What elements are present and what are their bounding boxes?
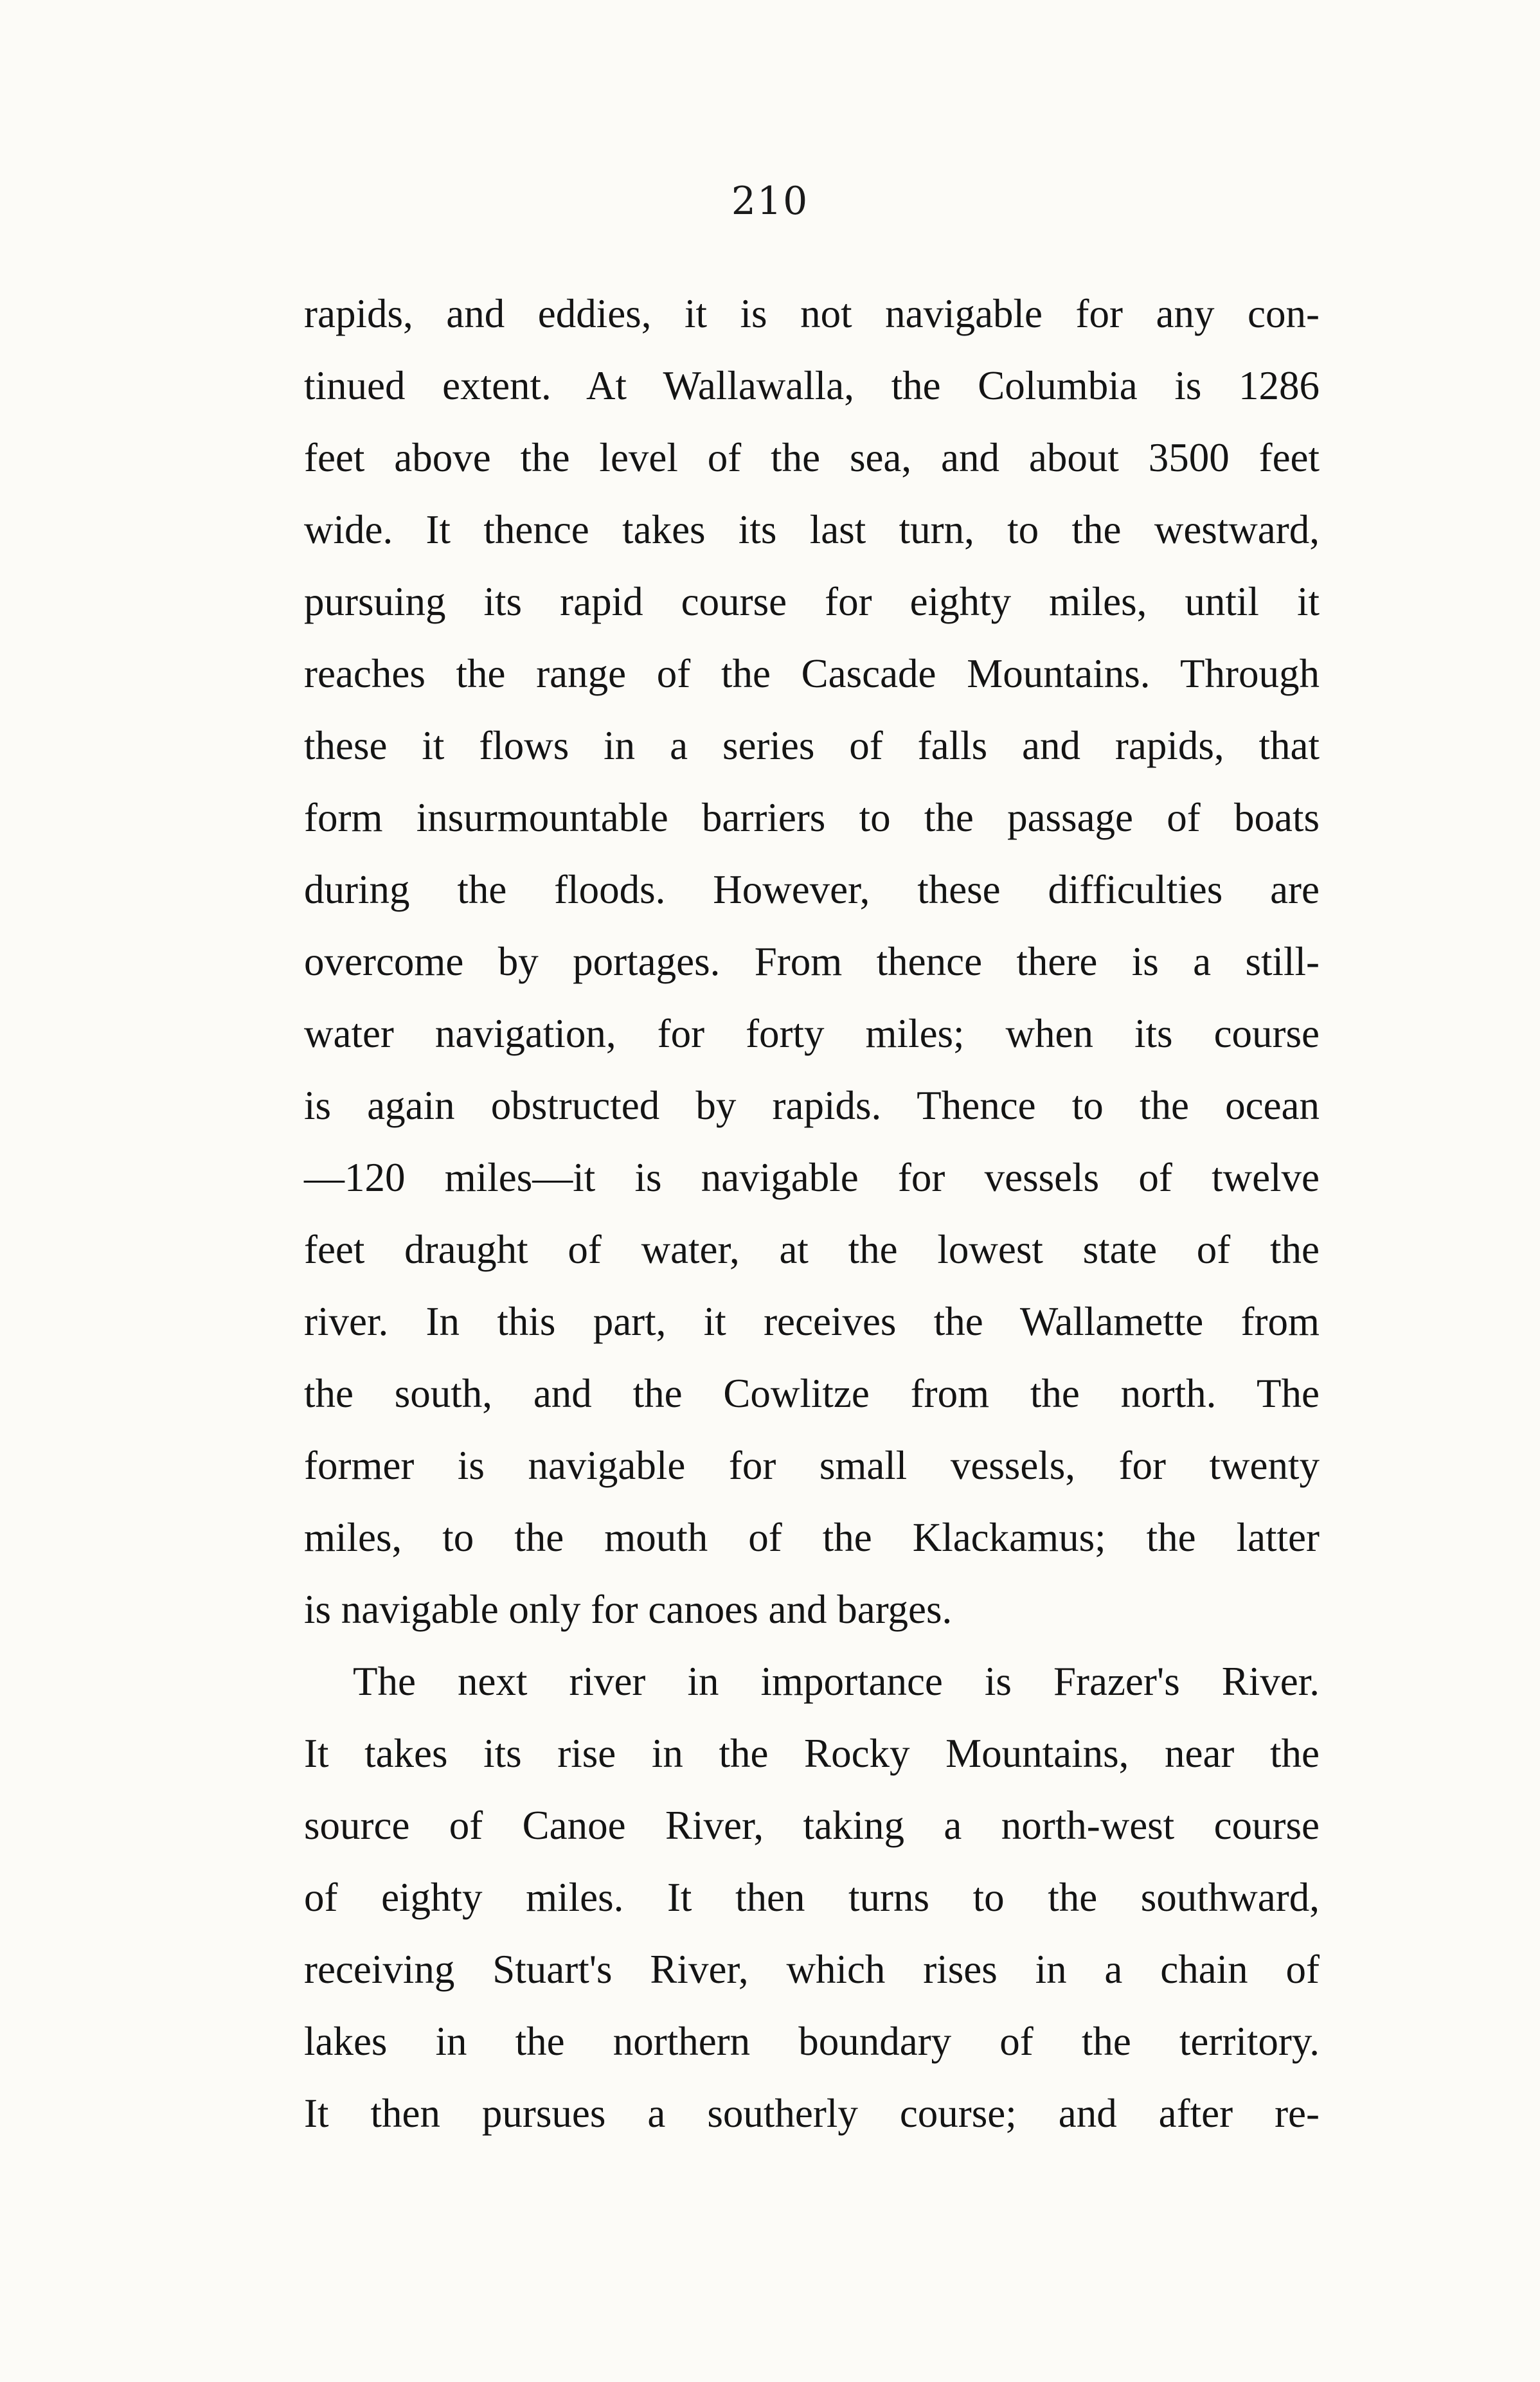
text-line: river. In this part, it receives the Wallamette from [304,1299,1320,1344]
text-line: during the floods. However, these difficulties are [304,867,1320,912]
paragraph [304,278,1320,1645]
text-line: water navigation, for forty miles; when its course [304,1011,1320,1056]
text-line: tinued extent. At Wallawalla, the Columbia is 1286 [304,363,1320,408]
text-line: —120 miles—it is navigable for vessels of twelve [304,1155,1320,1200]
text-line: pursuing its rapid course for eighty miles, until it [304,579,1320,624]
text-line: former is navigable for small vessels, for twenty [304,1443,1320,1488]
text-line: miles, to the mouth of the Klackamus; the latter [304,1515,1320,1560]
text-line: lakes in the northern boundary of the territory. [304,2019,1320,2064]
body-text [304,278,1320,2149]
paragraph [304,1645,1320,2149]
text-line: feet draught of water, at the lowest state of the [304,1227,1320,1272]
text-line: It then pursues a southerly course; and after re- [304,2091,1320,2136]
text-line: feet above the level of the sea, and about 3500 feet [304,435,1320,480]
text-line: overcome by portages. From thence there is a still- [304,939,1320,984]
text-line: these it flows in a series of falls and rapids, that [304,723,1320,768]
text-line: is navigable only for canoes and barges. [304,1587,953,1632]
text-line: of eighty miles. It then turns to the southward, [304,1875,1320,1920]
text-line: It takes its rise in the Rocky Mountains, near the [304,1731,1320,1776]
text-line: rapids, and eddies, it is not navigable for any con- [304,291,1320,336]
text-line: the south, and the Cowlitze from the north. The [304,1371,1320,1416]
text-line: wide. It thence takes its last turn, to the westward, [304,507,1320,552]
text-line: form insurmountable barriers to the passage of boats [304,795,1320,840]
text-line: reaches the range of the Cascade Mountains. Through [304,651,1320,696]
text-line: The next river in importance is Frazer's River. [353,1659,1320,1704]
text-line: source of Canoe River, taking a north-west course [304,1803,1320,1848]
page-number: 210 [731,179,809,224]
text-line: receiving Stuart's River, which rises in a chain of [304,1947,1320,1992]
text-line: is again obstructed by rapids. Thence to the ocean [304,1083,1320,1128]
